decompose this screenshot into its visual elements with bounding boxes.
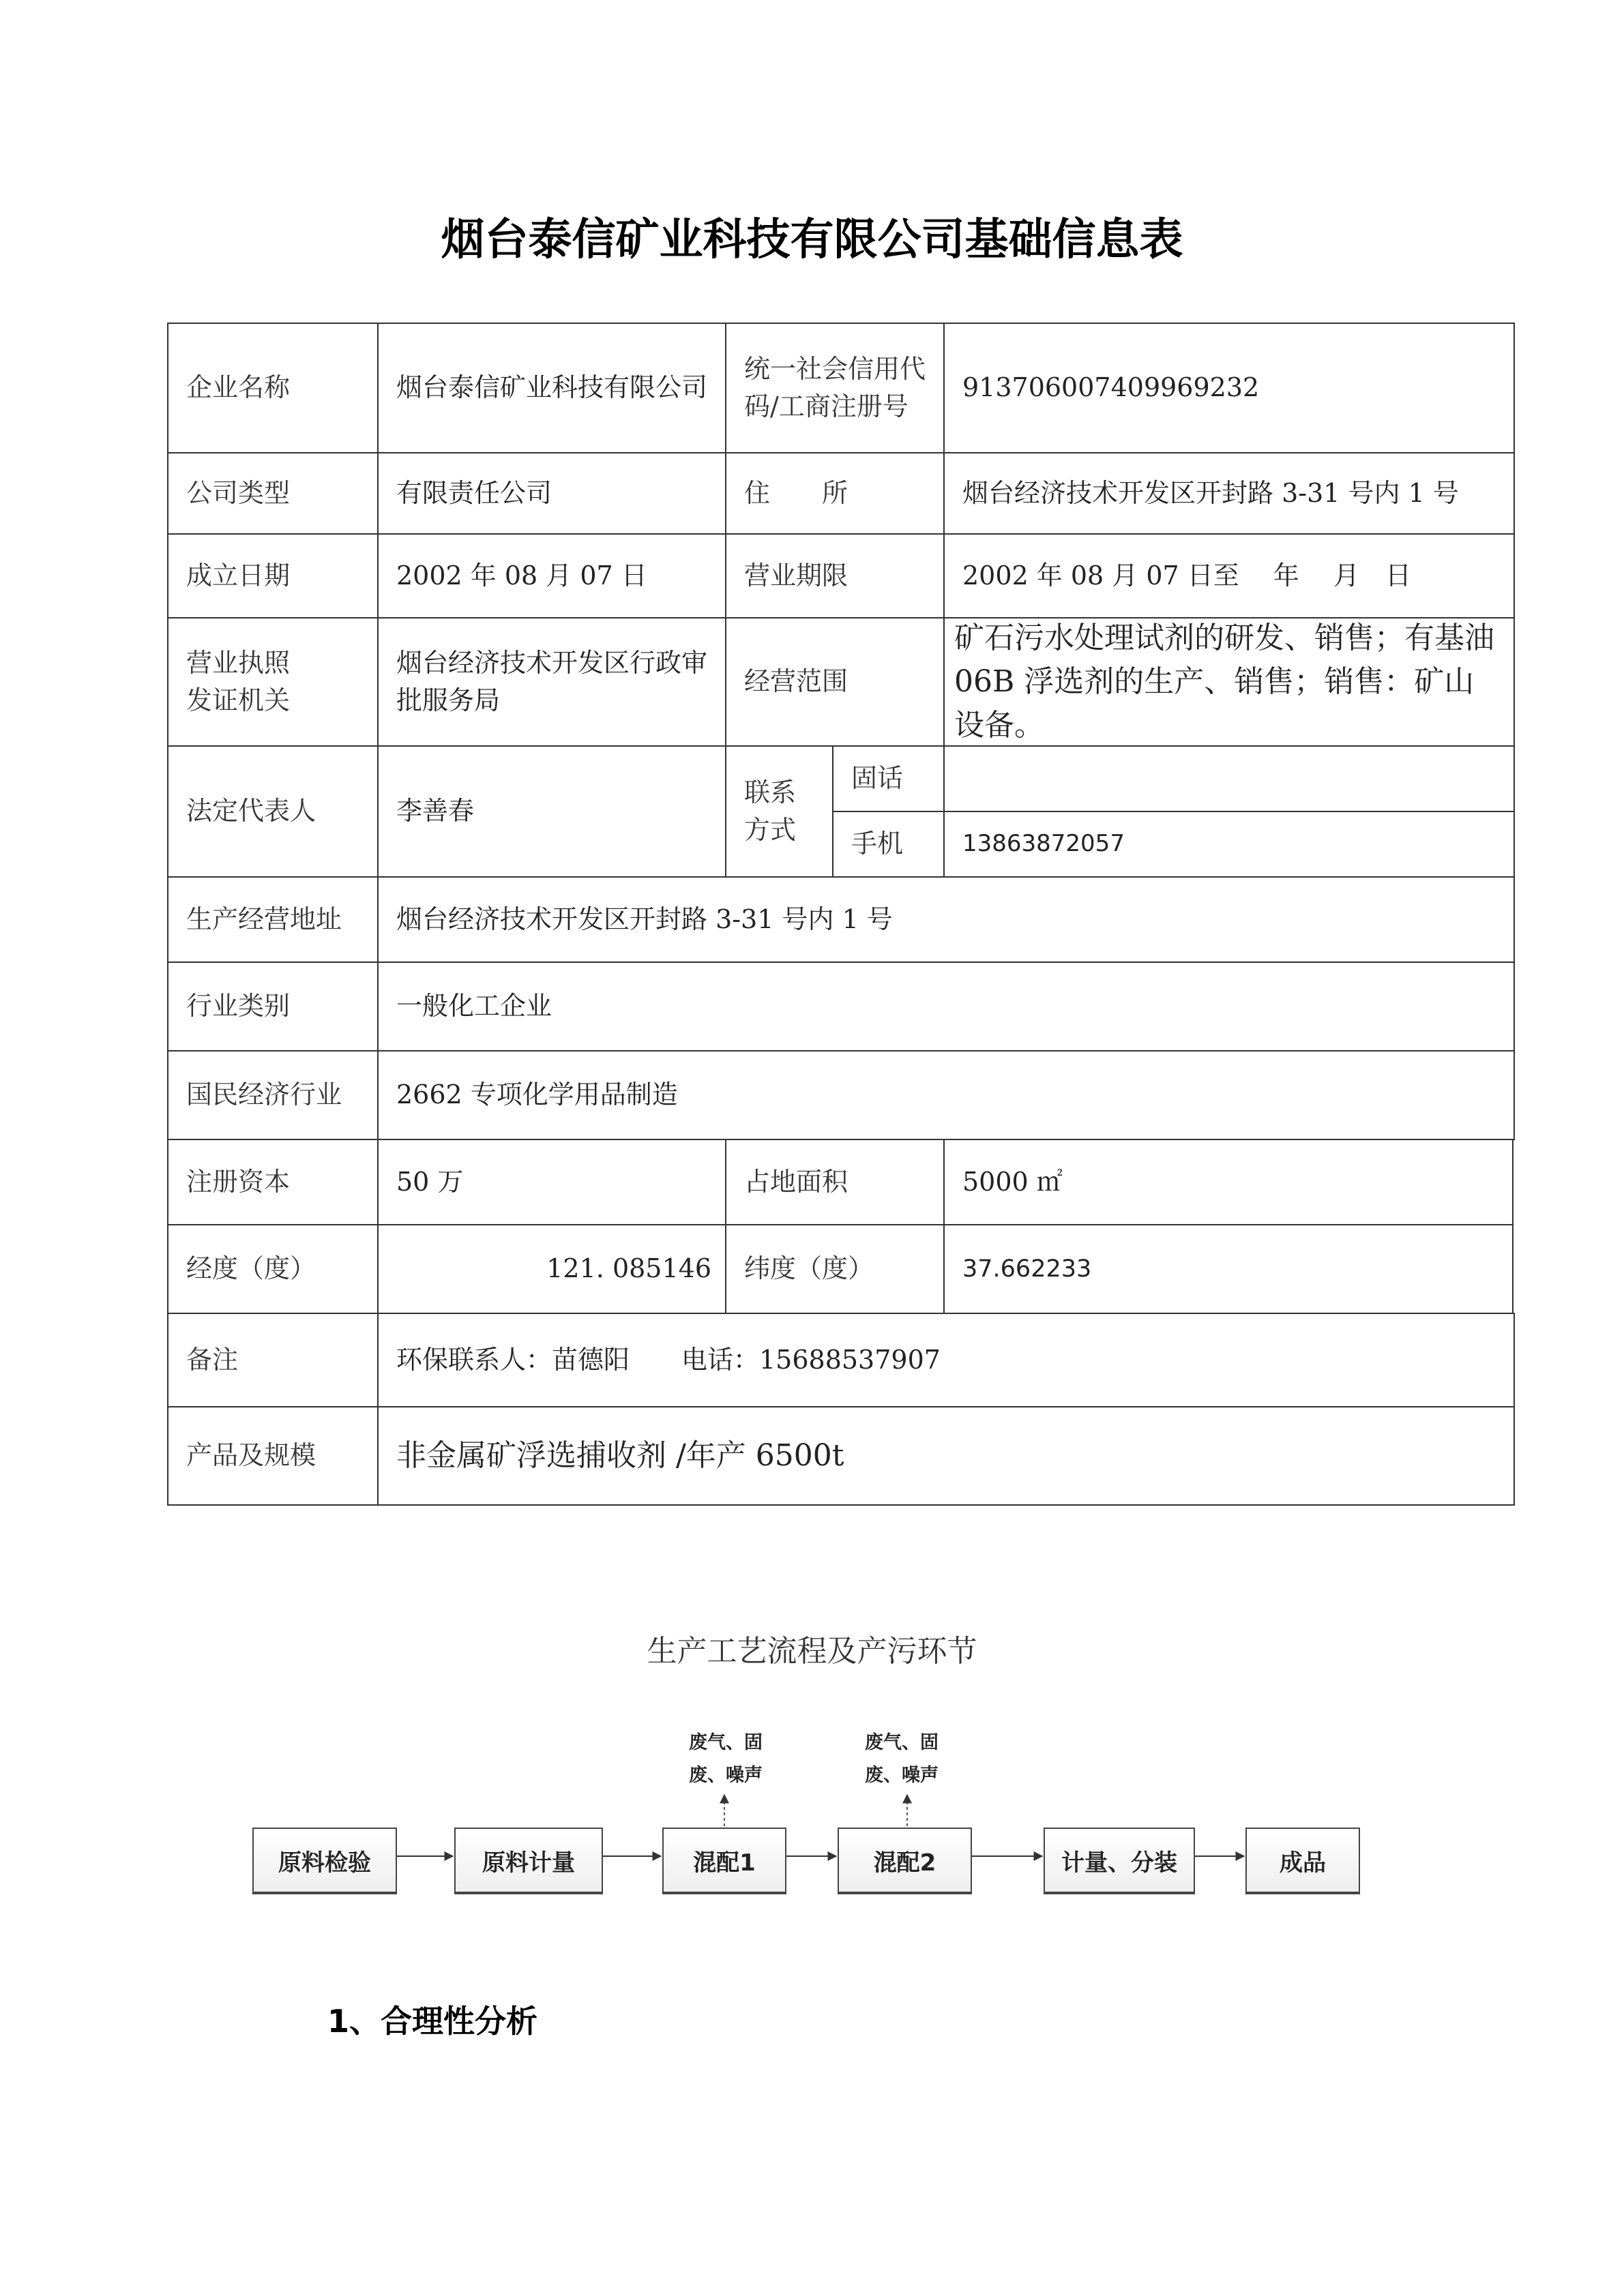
remarks-value: 环保联系人：苗德阳 电话：15688537907 (377, 1313, 1515, 1407)
term-label: 营业期限 (725, 533, 945, 618)
pollution-note-2-line-1: 废气、固 (865, 1732, 939, 1753)
area-label: 占地面积 (725, 1139, 945, 1225)
remarks-label: 备注 (167, 1313, 379, 1407)
longitude-value: 121. 085146 (377, 1224, 726, 1314)
flow-step-raw-metering: 原料计量 (454, 1828, 603, 1894)
production-address-label: 生产经营地址 (167, 876, 379, 963)
pollution-note-1-line-2: 废、噪声 (689, 1765, 763, 1786)
flow-title: 生产工艺流程及产污环节 (647, 1634, 977, 1669)
industry-type-label: 行业类别 (167, 961, 379, 1052)
founded-value: 2002 年 08 月 07 日 (377, 533, 726, 618)
contact-label-line-2: 方式 (744, 815, 797, 845)
address-value: 烟台经济技术开发区开封路 3-31 号内 1 号 (943, 452, 1515, 535)
product-value: 非金属矿浮选捕收剂 /年产 6500t (377, 1406, 1515, 1506)
company-type-value: 有限责任公司 (377, 452, 726, 535)
legal-rep-value: 李善春 (377, 745, 726, 878)
legal-rep-label: 法定代表人 (167, 745, 379, 878)
address-label: 住 所 (725, 452, 945, 535)
contact-label-line-1: 联系 (744, 777, 797, 807)
section-heading: 1、合理性分析 (327, 2003, 538, 2040)
term-value: 2002 年 08 月 07 日至 年 月 日 (943, 533, 1515, 618)
latitude-label: 纬度（度） (725, 1224, 945, 1314)
scope-value: 矿石污水处理试剂的研发、销售；有基油 06B 浮选剂的生产、销售；销售：矿山设备。 (943, 617, 1515, 747)
longitude-label: 经度（度） (167, 1224, 379, 1314)
mobile-label: 手机 (832, 811, 945, 878)
company-name-value: 烟台泰信矿业科技有限公司 (377, 323, 726, 453)
area-value: 5000 ㎡ (943, 1139, 1514, 1225)
company-name-label: 企业名称 (167, 323, 379, 453)
mobile-value: 13863872057 (943, 811, 1515, 878)
flow-step-metering-packaging: 计量、分装 (1044, 1828, 1195, 1894)
document-title: 烟台泰信矿业科技有限公司基础信息表 (441, 215, 1183, 265)
national-industry-value: 2662 专项化学用品制造 (377, 1050, 1515, 1140)
national-industry-label: 国民经济行业 (167, 1050, 379, 1140)
flow-step-mixing-1: 混配1 (662, 1828, 786, 1894)
license-authority-label-line-1: 营业执照 (186, 647, 291, 678)
product-label: 产品及规模 (167, 1406, 379, 1506)
flow-step-raw-inspection: 原料检验 (252, 1828, 397, 1894)
production-address-value: 烟台经济技术开发区开封路 3-31 号内 1 号 (377, 876, 1515, 963)
capital-label: 注册资本 (167, 1139, 379, 1225)
landline-label: 固话 (832, 745, 945, 812)
pollution-note-1-line-1: 废气、固 (689, 1732, 763, 1753)
license-authority-value: 烟台经济技术开发区行政审批服务局 (377, 617, 726, 747)
flow-step-finished-product: 成品 (1245, 1828, 1360, 1894)
scope-label: 经营范围 (725, 617, 945, 747)
credit-code-label: 统一社会信用代码/工商注册号 (725, 323, 945, 453)
capital-value: 50 万 (377, 1139, 726, 1225)
company-type-label: 公司类型 (167, 452, 379, 535)
license-authority-label-line-2: 发证机关 (186, 685, 291, 715)
credit-code-value: 913706007409969232 (943, 323, 1515, 453)
latitude-value: 37.662233 (943, 1224, 1514, 1314)
flow-step-mixing-2: 混配2 (838, 1828, 972, 1894)
industry-type-value: 一般化工企业 (377, 961, 1515, 1052)
pollution-note-2-line-2: 废、噪声 (865, 1765, 939, 1786)
founded-label: 成立日期 (167, 533, 379, 618)
